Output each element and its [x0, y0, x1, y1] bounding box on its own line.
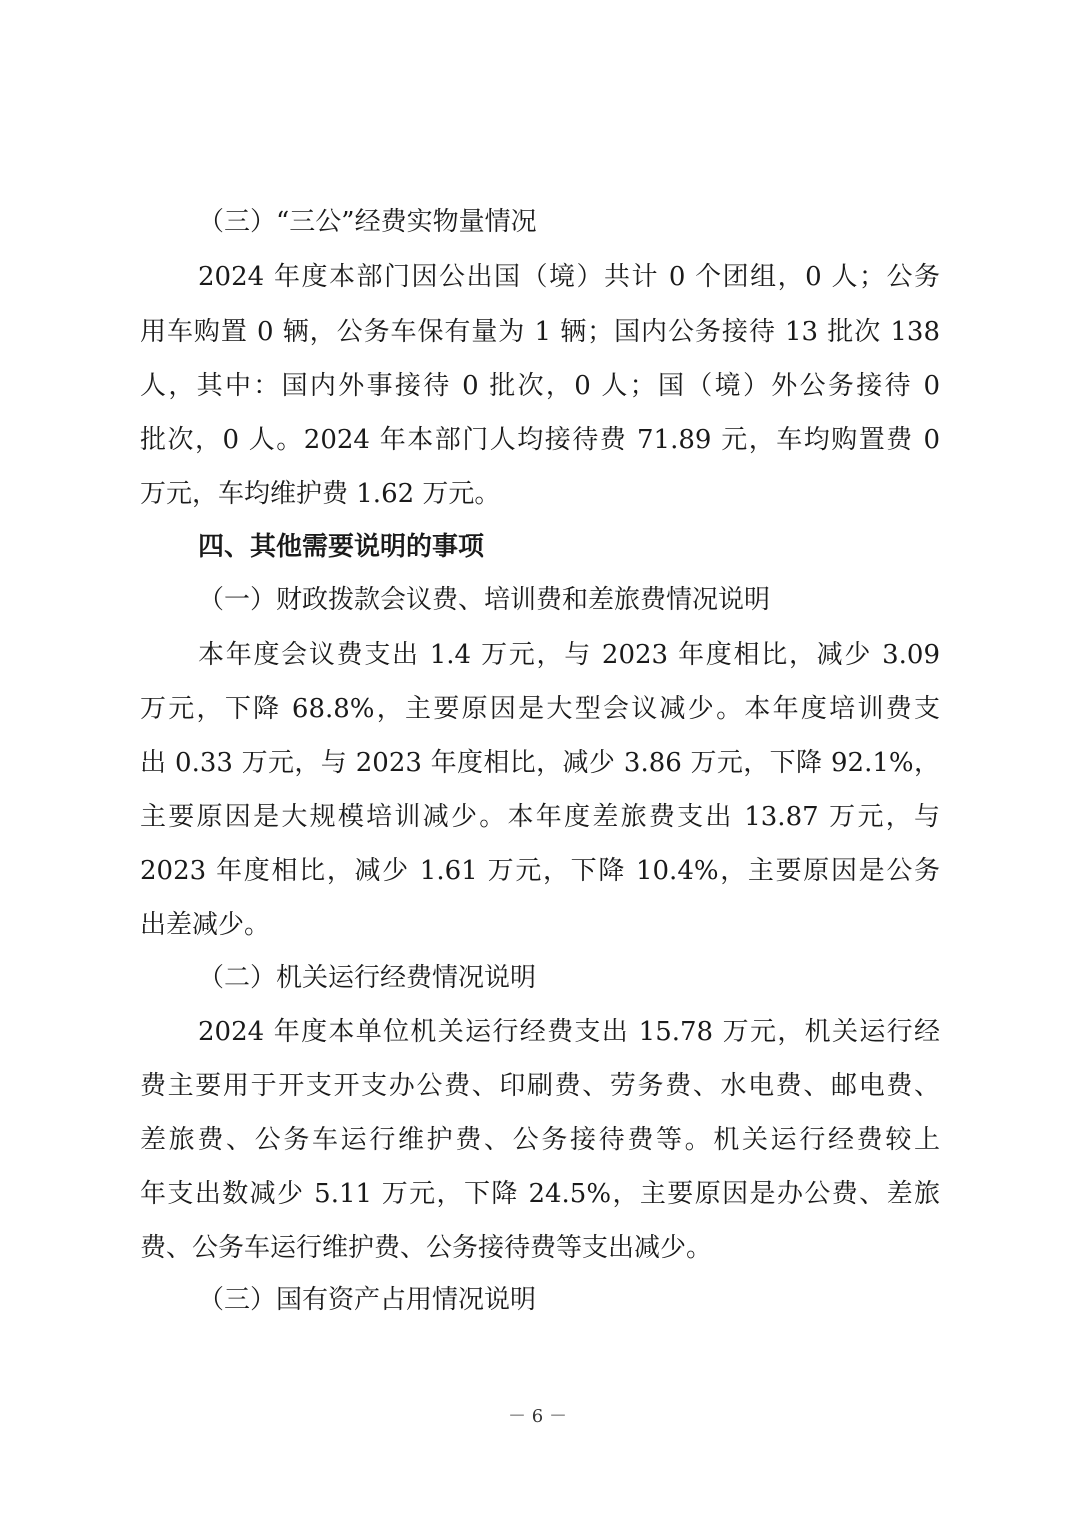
heading-sangong-quantity: （三）“三公”经费实物量情况	[198, 207, 537, 237]
page-number: － 6 －	[508, 1406, 567, 1427]
paragraph-line: 主要原因是大规模培训减少。本年度差旅费支出 13.87 万元，与	[140, 802, 940, 832]
paragraph-line: 费、公务车运行维护费、公务接待费等支出减少。	[140, 1233, 713, 1263]
subheading-state-assets: （三）国有资产占用情况说明	[198, 1285, 537, 1315]
paragraph-line: 人，其中：国内外事接待 0 批次，0 人；国（境）外公务接待 0	[140, 371, 940, 401]
paragraph-line: 年支出数减少 5.11 万元，下降 24.5%，主要原因是办公费、差旅	[140, 1179, 940, 1209]
paragraph-line: 用车购置 0 辆，公务车保有量为 1 辆；国内公务接待 13 批次 138	[140, 317, 940, 347]
paragraph-line: 本年度会议费支出 1.4 万元，与 2023 年度相比，减少 3.09	[198, 640, 940, 670]
section-heading-other-matters: 四、其他需要说明的事项	[198, 532, 485, 562]
paragraph-line: 出差减少。	[140, 910, 271, 940]
paragraph-line: 出 0.33 万元，与 2023 年度相比，减少 3.86 万元，下降 92.1%，	[140, 748, 940, 778]
paragraph-line: 2024 年度本部门因公出国（境）共计 0 个团组，0 人；公务	[198, 262, 940, 292]
subheading-meeting-training-travel: （一）财政拨款会议费、培训费和差旅费情况说明	[198, 585, 771, 615]
paragraph-line: 批次，0 人。2024 年本部门人均接待费 71.89 元，车均购置费 0	[140, 425, 940, 455]
subheading-operating-expenses: （二）机关运行经费情况说明	[198, 963, 537, 993]
paragraph-line: 差旅费、公务车运行维护费、公务接待费等。机关运行经费较上	[140, 1125, 940, 1155]
paragraph-line: 费主要用于开支开支办公费、印刷费、劳务费、水电费、邮电费、	[140, 1071, 940, 1101]
paragraph-line: 万元，车均维护费 1.62 万元。	[140, 479, 501, 509]
paragraph-line: 万元，下降 68.8%，主要原因是大型会议减少。本年度培训费支	[140, 694, 940, 724]
paragraph-line: 2023 年度相比，减少 1.61 万元，下降 10.4%，主要原因是公务	[140, 856, 940, 886]
paragraph-line: 2024 年度本单位机关运行经费支出 15.78 万元，机关运行经	[198, 1017, 940, 1047]
